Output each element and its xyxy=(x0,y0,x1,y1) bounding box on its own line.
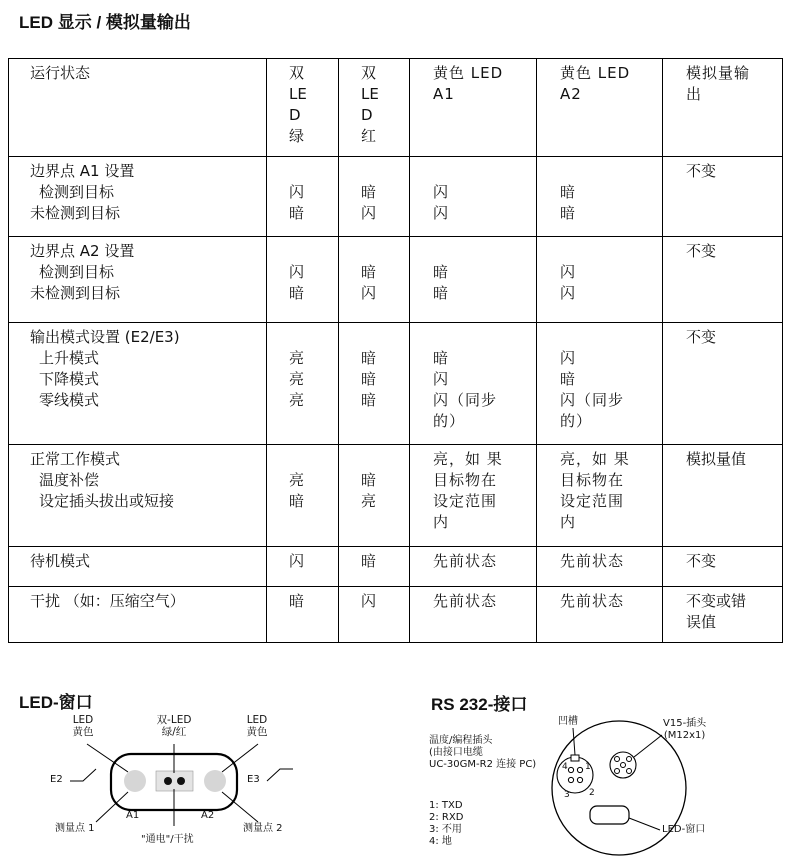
cell-line: 亮 xyxy=(289,391,305,409)
pin-2 xyxy=(577,777,582,782)
label-measure-1: 测量点 1 xyxy=(55,823,95,834)
cell-line: 边界点 A2 设置 xyxy=(30,242,135,260)
cell-line: 闪 xyxy=(560,284,577,302)
pin-number-4: 4 xyxy=(562,762,568,772)
cell-line: 亮 xyxy=(361,492,377,510)
cell-line: 出 xyxy=(686,85,703,103)
cell-line: 闪（同步 xyxy=(560,391,625,409)
pin-3 xyxy=(568,777,573,782)
cell-line: 暗 xyxy=(560,370,577,388)
cell-line: 闪 xyxy=(560,349,577,367)
cell-line: 亮，如 果 xyxy=(560,450,630,468)
pin-number-1: 1 xyxy=(585,762,591,772)
pin-number-2: 2 xyxy=(589,788,595,798)
v15-plug-outline xyxy=(610,752,636,778)
led-yellow-a2 xyxy=(204,770,226,792)
cell-line: 双 xyxy=(361,64,377,82)
cell-line: 绿 xyxy=(289,127,305,145)
leader-led-left xyxy=(87,744,128,772)
cell-line: 不变 xyxy=(686,552,717,570)
v15-pin-a xyxy=(615,757,620,762)
cell-line: 红 xyxy=(361,127,377,145)
leader-led-window xyxy=(629,818,660,830)
cell-line: 暗 xyxy=(361,183,377,201)
label-v15-plug: V15-插头 (M12x1) xyxy=(663,718,707,741)
cell-line: 设定范围 xyxy=(560,492,625,510)
cell-line: 闪（同步 xyxy=(433,391,498,409)
cell-line: 检测到目标 xyxy=(39,183,115,201)
label-led-dual: 双-LED 绿/红 xyxy=(156,714,192,738)
cell-line: 暗 xyxy=(560,204,577,222)
cell-line: 双 xyxy=(289,64,305,82)
cell-line: 闪 xyxy=(361,592,377,610)
e3-signal-icon xyxy=(267,769,293,781)
cell-line: 黄色 LED xyxy=(433,64,504,82)
cell-line: LE xyxy=(361,85,379,103)
cell-line: 待机模式 xyxy=(30,552,91,570)
cell-line: 上升模式 xyxy=(39,349,100,367)
v15-pin-d xyxy=(627,769,632,774)
cell-line: 暗 xyxy=(433,349,450,367)
cell-line: 模拟量输 xyxy=(686,64,751,82)
cell-line: 暗 xyxy=(361,349,377,367)
label-measure-2: 测量点 2 xyxy=(243,823,283,834)
v15-pin-c xyxy=(615,769,620,774)
cell-line: 不变或错 xyxy=(686,592,747,610)
cell-line: 暗 xyxy=(361,391,377,409)
cell-line: 暗 xyxy=(361,471,377,489)
leader-groove xyxy=(573,728,575,755)
cell-line: 目标物在 xyxy=(433,471,498,489)
cell-line: 先前状态 xyxy=(433,552,498,570)
cell-line: 正常工作模式 xyxy=(30,450,121,468)
cell-line: 闪 xyxy=(560,263,577,281)
cell-line: 亮 xyxy=(289,349,305,367)
cell-line: A2 xyxy=(560,85,582,103)
cell-line: 先前状态 xyxy=(433,592,498,610)
label-power: "通电"/干扰 xyxy=(141,834,194,845)
label-led-right: LED 黄色 xyxy=(246,714,268,738)
label-plug-description: 温度/编程插头 (由接口电缆 UC-30GM-R2 连接 PC) xyxy=(429,735,537,770)
label-led-window: LED-窗口 xyxy=(662,824,706,835)
cell-line: 闪 xyxy=(433,370,450,388)
cell-line: 的） xyxy=(433,412,466,430)
label-e2: E2 xyxy=(50,774,63,785)
cell-line: 边界点 A1 设置 xyxy=(30,162,135,180)
groove-notch xyxy=(571,755,579,761)
pin-4 xyxy=(568,767,573,772)
led-dual-green-dot xyxy=(164,777,172,785)
label-e3: E3 xyxy=(247,774,260,785)
cell-line: 暗 xyxy=(433,284,450,302)
cell-line: 设定插头拔出或短接 xyxy=(39,492,175,510)
page-title: LED 显示 / 模拟量输出 xyxy=(19,13,191,32)
cell-line: 闪 xyxy=(361,284,377,302)
cell-line: 闪 xyxy=(361,204,377,222)
label-led-left: LED 黄色 xyxy=(72,714,94,738)
cell-line: 暗 xyxy=(361,263,377,281)
cell-line: 温度补偿 xyxy=(39,471,100,489)
cell-line: 黄色 LED xyxy=(560,64,631,82)
cell-line: 暗 xyxy=(289,592,305,610)
led-window-slot xyxy=(590,806,629,824)
pin-assignment-item: 4: 地 xyxy=(429,836,452,847)
cell-line: 的） xyxy=(560,412,593,430)
cell-line: 干扰 （如：压缩空气） xyxy=(30,592,185,610)
led-dual-red-dot xyxy=(177,777,185,785)
led-yellow-a1 xyxy=(124,770,146,792)
cell-line: 亮 xyxy=(289,471,305,489)
cell-line: 闪 xyxy=(433,204,450,222)
cell-line: LE xyxy=(289,85,307,103)
label-a2: A2 xyxy=(201,810,215,821)
cell-line: 不变 xyxy=(686,328,717,346)
pin-1 xyxy=(577,767,582,772)
cell-line: 暗 xyxy=(289,492,305,510)
cell-line: D xyxy=(289,106,301,124)
cell-line: 先前状态 xyxy=(560,592,625,610)
cell-line: 零线模式 xyxy=(39,391,100,409)
pin-assignment-item: 1: TXD xyxy=(429,800,463,811)
rs232-title: RS 232-接口 xyxy=(431,695,528,714)
cell-line: 下降模式 xyxy=(39,370,100,388)
cell-line: 暗 xyxy=(433,263,450,281)
label-groove: 凹槽 xyxy=(558,716,578,727)
led-dual-box xyxy=(156,771,193,791)
cell-line: 闪 xyxy=(433,183,450,201)
cell-line: 不变 xyxy=(686,242,717,260)
e2-signal-icon xyxy=(70,769,96,781)
label-a1: A1 xyxy=(126,810,140,821)
v15-pin-b xyxy=(627,757,632,762)
cell-line: 亮 xyxy=(289,370,305,388)
cell-line: 输出模式设置 (E2/E3) xyxy=(30,328,180,346)
pin-assignment-item: 3: 不用 xyxy=(429,824,462,835)
cell-line: 闪 xyxy=(289,552,305,570)
cell-line: 闪 xyxy=(289,263,305,281)
cell-line: 未检测到目标 xyxy=(30,204,121,222)
pin-number-3: 3 xyxy=(564,790,570,800)
cell-line: 暗 xyxy=(289,204,305,222)
cell-line: 闪 xyxy=(289,183,305,201)
cell-line: D xyxy=(361,106,373,124)
cell-line: 暗 xyxy=(560,183,577,201)
cell-line: 先前状态 xyxy=(560,552,625,570)
leader-v15 xyxy=(634,735,662,757)
cell-line: 暗 xyxy=(289,284,305,302)
cell-line: 设定范围 xyxy=(433,492,498,510)
cell-line: 不变 xyxy=(686,162,717,180)
cell-line: 误值 xyxy=(686,613,717,631)
cell-line: 目标物在 xyxy=(560,471,625,489)
cell-line: 未检测到目标 xyxy=(30,284,121,302)
cell-line: 检测到目标 xyxy=(39,263,115,281)
cell-line: 运行状态 xyxy=(30,64,91,82)
led-window-title: LED-窗口 xyxy=(19,693,93,712)
cell-line: A1 xyxy=(433,85,455,103)
cell-line: 暗 xyxy=(361,552,377,570)
cell-line: 内 xyxy=(560,513,577,531)
pin-assignment-item: 2: RXD xyxy=(429,812,464,823)
cell-line: 暗 xyxy=(361,370,377,388)
v15-pin-center xyxy=(621,763,626,768)
cell-line: 内 xyxy=(433,513,450,531)
cell-line: 亮，如 果 xyxy=(433,450,503,468)
cell-line: 模拟量值 xyxy=(686,450,747,468)
pin-assignment-list xyxy=(429,800,463,848)
